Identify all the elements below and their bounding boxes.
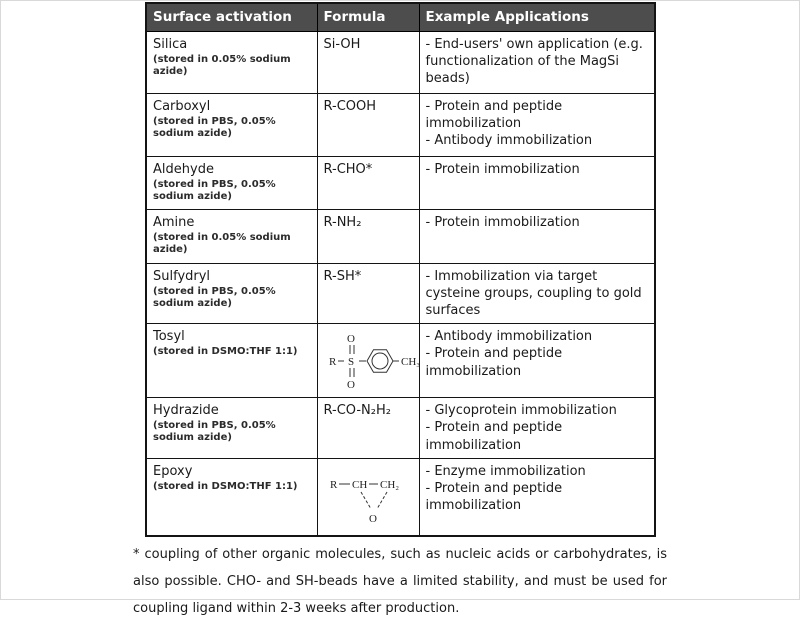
activation-name-cell xyxy=(146,31,317,93)
formula-cell xyxy=(317,398,419,458)
table-row xyxy=(146,93,655,156)
table-row xyxy=(146,263,655,323)
formula-cell xyxy=(317,263,419,323)
formula-cell xyxy=(317,156,419,209)
formula-cell xyxy=(317,324,419,398)
activation-name: Hydrazide xyxy=(153,403,219,419)
epoxy-r-label: R xyxy=(329,478,337,491)
formula-cell xyxy=(317,31,419,93)
formula-text: R-SH* xyxy=(323,268,362,284)
footnote-line: also possible. CHO- and SH-beads have a limited stability, and must be used for xyxy=(133,574,667,589)
applications-cell xyxy=(419,263,655,323)
epoxy-structure xyxy=(324,464,420,528)
formula-cell xyxy=(317,209,419,263)
formula-text: R-NH₂ xyxy=(323,214,362,230)
table-row xyxy=(146,324,655,398)
storage-note: (stored in PBS, 0.05% sodium azide) xyxy=(153,178,276,202)
table-body xyxy=(146,31,655,536)
epoxy-ch2-label: CH₂ xyxy=(379,478,399,491)
formula-text: Si-OH xyxy=(323,36,361,52)
application-item: - End-users' own application (e.g. functionalization of the MagSi beads) xyxy=(425,36,643,87)
application-item: - Glycoprotein immobilization xyxy=(425,403,617,419)
applications-cell xyxy=(419,458,655,536)
storage-note: (stored in 0.05% sodium azide) xyxy=(153,231,291,255)
header-formula: Formula xyxy=(317,3,419,31)
application-item: - Protein and peptide immobilization xyxy=(425,420,563,453)
formula-cell xyxy=(317,458,419,536)
footnote-line: * coupling of other organic molecules, such as nucleic acids or carbohydrates, is xyxy=(133,547,667,562)
epoxy-o-label: O xyxy=(368,512,377,525)
table-header-row xyxy=(146,3,655,31)
tosyl-o-top-label: O xyxy=(346,333,355,346)
table-row xyxy=(146,209,655,263)
formula-text: R-CO-N₂H₂ xyxy=(323,403,391,419)
activation-name: Sulfydryl xyxy=(153,268,211,284)
activation-name-cell xyxy=(146,156,317,209)
applications-cell xyxy=(419,31,655,93)
formula-text: R-CHO* xyxy=(323,161,373,177)
application-item: - Antibody immobilization xyxy=(425,329,593,345)
storage-note: (stored in DSMO:THF 1:1) xyxy=(153,346,298,358)
storage-note: (stored in PBS, 0.05% sodium azide) xyxy=(153,420,276,444)
activation-name: Carboxyl xyxy=(153,98,211,114)
applications-cell xyxy=(419,156,655,209)
storage-note: (stored in PBS, 0.05% sodium azide) xyxy=(153,115,276,139)
header-surface-activation: Surface activation xyxy=(146,3,317,31)
application-item: - Protein and peptide immobilization xyxy=(425,346,563,379)
tosyl-ch3-label: CH₃ xyxy=(400,356,420,369)
activation-name: Aldehyde xyxy=(153,161,214,177)
application-item: - Immobilization via target cysteine groups, coupling to gold surfaces xyxy=(425,268,642,319)
tosyl-o-bottom-label: O xyxy=(346,379,355,392)
activation-name-cell xyxy=(146,263,317,323)
footnote-line: coupling ligand within 2-3 weeks after production. xyxy=(133,601,460,616)
applications-cell xyxy=(419,398,655,458)
activation-name: Tosyl xyxy=(153,329,185,345)
surface-activation-table-wrap xyxy=(145,2,655,537)
tosyl-s-label: S xyxy=(347,356,354,369)
epoxy-ch-label: CH xyxy=(351,478,367,491)
storage-note: (stored in 0.05% sodium azide) xyxy=(153,53,291,77)
applications-cell xyxy=(419,209,655,263)
applications-cell xyxy=(419,324,655,398)
table-row xyxy=(146,398,655,458)
activation-name: Amine xyxy=(153,214,195,230)
table-row xyxy=(146,31,655,93)
activation-name-cell xyxy=(146,324,317,398)
activation-name-cell xyxy=(146,458,317,536)
application-item: - Protein immobilization xyxy=(425,214,580,230)
footnote xyxy=(133,541,667,622)
surface-activation-table xyxy=(145,2,656,537)
application-item: - Enzyme immobilization xyxy=(425,463,586,479)
tosyl-r-label: R xyxy=(328,356,336,369)
storage-note: (stored in DSMO:THF 1:1) xyxy=(153,480,298,492)
activation-name: Silica xyxy=(153,36,188,52)
table-row xyxy=(146,156,655,209)
formula-cell xyxy=(317,93,419,156)
tosyl-structure xyxy=(324,329,420,393)
formula-text: R-COOH xyxy=(323,98,377,114)
application-item: - Protein and peptide immobilization xyxy=(425,480,563,514)
activation-name-cell xyxy=(146,209,317,263)
table-row xyxy=(146,458,655,536)
storage-note: (stored in PBS, 0.05% sodium azide) xyxy=(153,285,276,309)
activation-name: Epoxy xyxy=(153,463,193,479)
application-item: - Antibody immobilization xyxy=(425,133,593,149)
header-example-applications: Example Applications xyxy=(419,3,655,31)
application-item: - Protein and peptide immobilization xyxy=(425,98,563,131)
application-item: - Protein immobilization xyxy=(425,161,580,177)
activation-name-cell xyxy=(146,398,317,458)
activation-name-cell xyxy=(146,93,317,156)
applications-cell xyxy=(419,93,655,156)
